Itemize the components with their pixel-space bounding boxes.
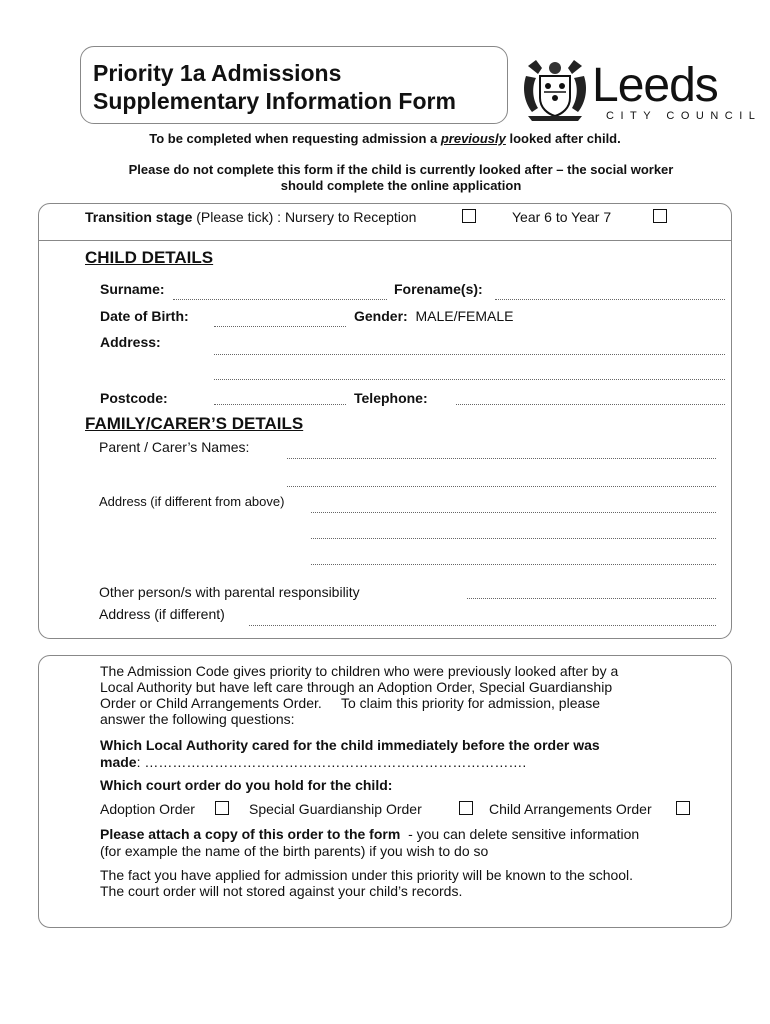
adoption-order-checkbox[interactable] [215,801,229,815]
family-address-field-line1[interactable] [311,512,716,513]
carer-names-field-line2[interactable] [287,486,716,487]
year6-year7-label: Year 6 to Year 7 [512,209,612,225]
family-address-field-line2[interactable] [311,538,716,539]
family-details-heading: FAMILY/CARER’S DETAILS [85,414,304,433]
local-authority-field[interactable]: : ………………………………………………………………………. [136,754,527,770]
crest-logo-icon [518,58,592,122]
intro-emphasis: previously [440,131,506,146]
form-title-line2: Supplementary Information Form [93,88,456,114]
special-guardianship-checkbox[interactable] [459,801,473,815]
transition-row [85,209,416,225]
attach-order-line2: (for example the name of the birth parents) if you wish to do so [100,843,489,859]
telephone-label: Telephone: [354,390,428,406]
dob-field[interactable] [214,326,346,327]
school-notice-line1: The fact you have applied for admission under this priority will be known to the school. [100,867,634,883]
carer-names-field-line1[interactable] [287,458,716,459]
address-field-line2[interactable] [214,379,725,380]
dob-label: Date of Birth: [100,308,189,324]
postcode-field[interactable] [214,404,346,405]
logo-wordmark: Leeds [592,59,718,112]
special-guardianship-label: Special Guardianship Order [249,801,422,817]
intro-line2a: Please do not complete this form if the child is currently looked after – the social worker [128,162,674,177]
child-arrangements-checkbox[interactable] [676,801,690,815]
family-address-field-line3[interactable] [311,564,716,565]
intro-line2b: should complete the online application [280,178,522,193]
gender-label: Gender: [354,308,408,324]
admission-code-paragraph: The Admission Code gives priority to children who were previously looked after by a Local Authority but have left care through an Adoption Order, Special Guardianship Order or Child Arrangements Order. To claim this priority for admission, please answer the following questions: [100,663,619,727]
year6-year7-checkbox[interactable] [653,209,667,223]
transition-divider [38,240,732,241]
surname-label: Surname: [100,281,165,297]
adoption-order-label: Adoption Order [100,801,195,817]
logo-subtitle: CITY COUNCIL [606,110,762,122]
surname-field[interactable] [173,299,387,300]
local-authority-answer-row: made: ………………………………………………………………………. [100,754,527,770]
child-details-heading: CHILD DETAILS [85,248,214,267]
postcode-label: Postcode: [100,390,168,406]
question-local-authority: Which Local Authority cared for the child immediately before the order was [100,737,600,753]
nursery-reception-checkbox[interactable] [462,209,476,223]
attach-order-line1: Please attach a copy of this order to the form - you can delete sensitive information [100,826,640,842]
carer-names-label: Parent / Carer’s Names: [99,439,250,455]
school-notice-line2: The court order will not stored against your child’s records. [100,883,463,899]
transition-hint: (Please tick) : Nursery to Reception [196,209,417,225]
question-court-order: Which court order do you hold for the child: [100,777,393,793]
forenames-field[interactable] [495,299,725,300]
form-title-line1: Priority 1a Admissions [93,60,342,86]
telephone-field[interactable] [456,404,725,405]
child-arrangements-label: Child Arrangements Order [489,801,652,817]
forenames-label: Forename(s): [394,281,483,297]
gender-row [354,308,514,324]
address-field-line1[interactable] [214,354,725,355]
intro-line1: To be completed when requesting admission a previously looked after child. [149,131,621,146]
other-responsibility-field[interactable] [467,598,716,599]
other-address-field[interactable] [249,625,716,626]
address-label: Address: [100,334,161,350]
gender-value[interactable]: MALE/FEMALE [415,308,514,324]
transition-label: Transition stage [85,209,193,225]
family-address-label: Address (if different from above) [99,494,285,509]
other-responsibility-label: Other person/s with parental responsibility [99,584,360,600]
other-address-label: Address (if different) [99,606,225,622]
